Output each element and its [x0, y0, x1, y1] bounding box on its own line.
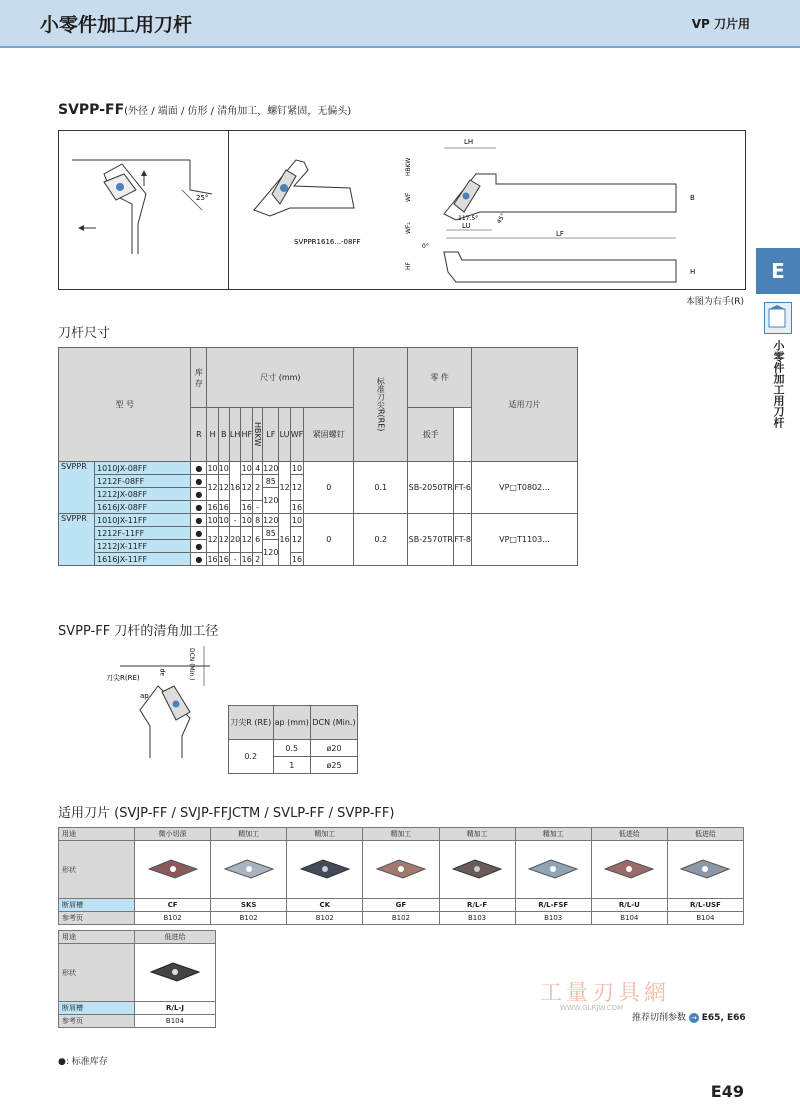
- table-row: 断屑槽 CF SKS CK GF R/L-F R/L-FSF R/L-U R/L-USF: [59, 899, 744, 912]
- section-tab[interactable]: E: [756, 248, 800, 294]
- insert-image: [135, 944, 216, 1002]
- h-label: H: [690, 268, 696, 276]
- spec-table: 型 号 库存 尺寸 (mm) 标准刀尖R(RE) 零 件 适用刀片 R H B LH HF HBKW LF LU WF 紧固螺钉 扳手 SVPPR 1010JX-08FF ● 10 10 16 10 4 120 12 10 0 0.1 SB-2050TR FT-6 VP□T0802... 1212F-08FF ● 12 12 12 2 85 12 1212JX-08FF ● 120 1616JX-08FF ● 16 16 16 - 16 SVPPR 1010JX-11FF ● 10 10 - 10 8 120 16 10 0 0.2 SB-2570TR FT-8 VP□T1103... 1212F-11FF ● 12 12 20 12 6 85 12 1212JX-11FF ● 120 1616JX-11FF ● 16 16 - 16 2 16: [58, 347, 578, 566]
- table-row: 1616JX-08FF ● 16 16 16 - 16: [59, 501, 578, 514]
- category-label: VP 刀片用: [691, 17, 750, 31]
- table-row: SVPPR 1010JX-08FF ● 10 10 16 10 4 120 12 10 0 0.1 SB-2050TR FT-6 VP□T0802...: [59, 462, 578, 475]
- col-re: 刀尖R (RE): [229, 706, 274, 740]
- col-model: 型 号: [59, 348, 191, 462]
- insert-image: [591, 841, 667, 899]
- header-divider: [0, 46, 800, 48]
- wf-label: WF: [405, 192, 412, 202]
- holder-dimension-diagram: [396, 134, 696, 286]
- insert-table-extra: [58, 930, 216, 1028]
- insert-image: [363, 841, 439, 899]
- lf-label: LF: [556, 230, 564, 238]
- application-diagram: [62, 134, 226, 286]
- spec-section-title: 刀杆尺寸: [58, 326, 111, 341]
- insert-image: [211, 841, 287, 899]
- model-title: [58, 102, 351, 118]
- holder-icon: [764, 302, 792, 334]
- table-row: 1212F-11FF ● 12 12 20 12 6 85 12: [59, 527, 578, 540]
- table-row: 1212F-08FF ● 12 12 12 2 85 12: [59, 475, 578, 488]
- insert-image: [667, 841, 743, 899]
- ap-label: ap: [140, 692, 149, 700]
- table-row: 参考页 B102 B102 B102 B102 B103 B103 B104 B104: [59, 912, 744, 925]
- page-title: 小零件加工用刀杆: [40, 14, 193, 36]
- table-row: 形状: [59, 841, 744, 899]
- insert-section-title: 适用刀片 (SVJP-FF / SVJP-FFJCTM / SVLP-FF / SVPP-FF): [58, 806, 395, 821]
- angle-0-label: 0°: [422, 243, 429, 250]
- insert-image: [515, 841, 591, 899]
- page-number: E49: [710, 1082, 744, 1101]
- table-row: SVPPR 1010JX-11FF ● 10 10 - 10 8 120 16 10 0 0.2 SB-2570TR FT-8 VP□T1103...: [59, 514, 578, 527]
- col-parts: 零 件: [408, 348, 472, 408]
- recommended-params: [632, 1010, 746, 1023]
- insert-image: [439, 841, 515, 899]
- insert-image: [135, 841, 211, 899]
- lh-label: LH: [464, 138, 474, 146]
- table-row: 用途 微小切深 精加工 精加工 精加工 精加工 精加工 低进给 低进给: [59, 828, 744, 841]
- col-dcn: DCN (Min.): [311, 706, 358, 740]
- col-insert: 适用刀片: [472, 348, 578, 462]
- col-stock: 库存: [191, 348, 207, 408]
- table-row: 1 ø25: [229, 757, 358, 774]
- table-row: 参考页 B104: [59, 1015, 216, 1028]
- dcn-section-title: SVPP-FF 刀杆的清角加工径: [58, 624, 219, 639]
- col-ap: ap (mm): [273, 706, 311, 740]
- table-row: 断屑槽 R/L-J: [59, 1002, 216, 1015]
- hbkw-label: HBKW: [405, 157, 412, 176]
- re-label: 刀尖R(RE): [106, 674, 140, 682]
- table-row: 1212JX-08FF ● 120: [59, 488, 578, 501]
- table-row: 形状: [59, 944, 216, 1002]
- diagram-divider: [228, 130, 229, 290]
- b-label: B: [690, 194, 695, 202]
- table-row: 用途 低进给: [59, 931, 216, 944]
- right-hand-note: 本图为右手(R): [685, 297, 744, 307]
- model-desc: (外径 / 端面 / 仿形 / 清角加工，螺钉紧固，无偏头): [124, 106, 352, 117]
- col-wrench: 扳手: [408, 408, 454, 462]
- insert-image: [287, 841, 363, 899]
- legend: ●: 标准库存: [58, 1057, 108, 1067]
- hf-label: HF: [405, 262, 412, 270]
- watermark-url: WWW.GLRJW.COM: [560, 1004, 624, 1012]
- angle-25-label: 25°: [196, 194, 209, 202]
- holder-top-view: [234, 150, 384, 260]
- arrow-circle-icon: →: [689, 1013, 699, 1023]
- wf2-label: WF₂: [405, 222, 412, 234]
- svg-text:ap: ap: [159, 668, 166, 676]
- col-dims: 尺寸 (mm): [207, 348, 354, 408]
- rec-label: 推荐切削参数: [632, 1013, 687, 1023]
- rec-pages[interactable]: E65, E66: [701, 1013, 746, 1023]
- dcn-diagram: [100, 646, 220, 764]
- angle-45-label: 45°: [495, 212, 508, 225]
- dcn-label: DCN (Min.): [188, 648, 195, 681]
- section-vertical-label: 小零件加工用刀杆: [772, 340, 785, 428]
- angle-117-label: 117.5°: [458, 215, 479, 222]
- insert-table: [58, 827, 744, 925]
- table-row: 0.2 0.5 ø20: [229, 740, 358, 757]
- lu-label: LU: [462, 222, 471, 230]
- diagram-caption: SVPPR1616...-08FF: [294, 238, 361, 246]
- dcn-table: [228, 705, 358, 774]
- watermark-text: 工量刃具網: [540, 981, 671, 1006]
- col-re: 标准刀尖R(RE): [354, 348, 408, 462]
- col-screw: 紧固螺钉: [304, 408, 354, 462]
- model-code: SVPP-FF: [58, 102, 125, 118]
- table-row: 1616JX-11FF ● 16 16 - 16 2 16: [59, 553, 578, 566]
- table-row: 1212JX-11FF ● 120: [59, 540, 578, 553]
